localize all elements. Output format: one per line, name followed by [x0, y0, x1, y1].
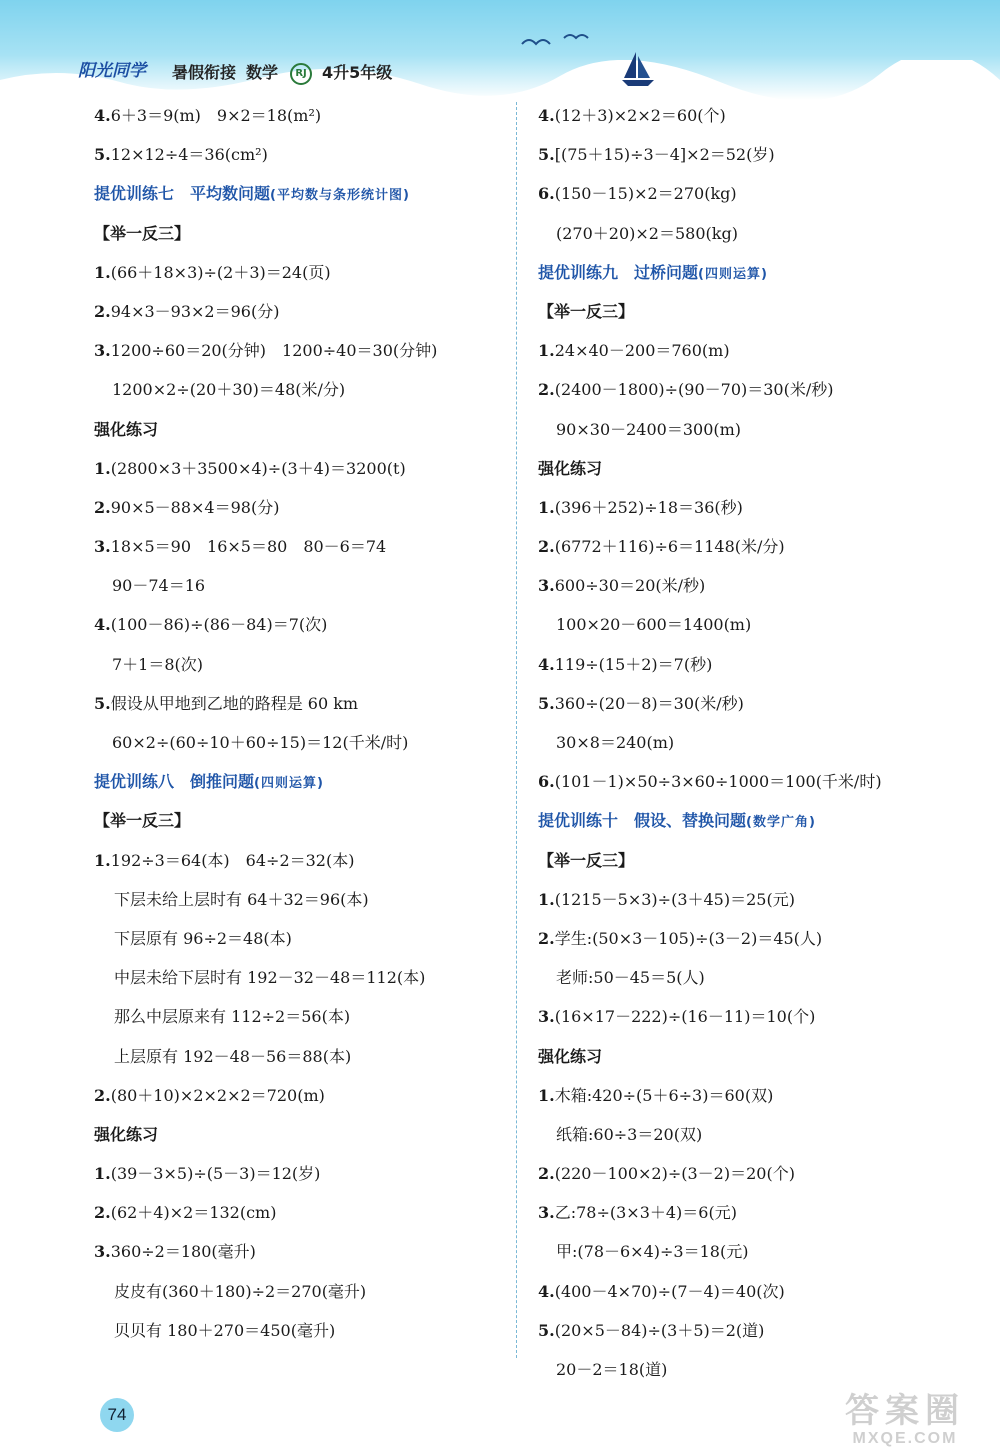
subsection-label: 强化练习 — [94, 419, 159, 439]
answer-line: 下层未给上层时有 64＋32＝96(本) — [114, 889, 369, 909]
answer-line: 1.(39－3×5)÷(5－3)＝12(岁) — [94, 1164, 321, 1184]
answer-line: 2.(6772＋116)÷6＝1148(米/分) — [538, 537, 785, 557]
answer-line: 3.360÷2＝180(毫升) — [94, 1242, 256, 1262]
answer-line: 3.600÷30＝20(米/秒) — [538, 576, 706, 596]
answer-line: 4.(12＋3)×2×2＝60(个) — [538, 106, 726, 125]
answer-line: 纸箱:60÷3＝20(双) — [556, 1124, 703, 1144]
book-name: 暑假衔接 — [172, 63, 237, 82]
answer-line: 1.192÷3＝64(本) 64÷2＝32(本) — [94, 850, 355, 870]
section-heading-7: 提优训练七 平均数问题(平均数与条形统计图) — [94, 184, 410, 204]
answer-line: 90－74＝16 — [112, 576, 206, 596]
answer-line: 1.(66＋18×3)÷(2＋3)＝24(页) — [94, 262, 331, 282]
answer-line: 2.94×3－93×2＝96(分) — [94, 301, 280, 321]
answer-line: 100×20－600＝1400(m) — [556, 615, 752, 635]
page-number: 74 — [100, 1398, 134, 1432]
answer-line: 4.6＋3＝9(m) 9×2＝18(m²) — [94, 106, 322, 125]
subsection-label: 强化练习 — [94, 1124, 159, 1144]
right-column — [538, 96, 978, 1389]
answer-line: 4.119÷(15＋2)＝7(秒) — [538, 654, 713, 674]
answer-line: 2.学生:(50×3－105)÷(3－2)＝45(人) — [538, 928, 823, 948]
answer-line: 7＋1＝8(次) — [112, 654, 204, 674]
section-heading-9: 提优训练九 过桥问题(四则运算) — [538, 262, 768, 282]
answer-line: 1.(1215－5×3)÷(3＋45)＝25(元) — [538, 889, 795, 909]
watermark-url: MXQE.COM — [852, 1430, 958, 1447]
edition-badge: RJ — [290, 63, 312, 85]
answer-line: 2.(62＋4)×2＝132(cm) — [94, 1203, 277, 1223]
answer-line: 甲:(78－6×4)÷3＝18(元) — [556, 1242, 749, 1262]
answer-line: 5.[(75＋15)÷3－4]×2＝52(岁) — [538, 145, 775, 165]
answer-line: 那么中层原来有 112÷2＝56(本) — [114, 1007, 351, 1027]
answer-line: 90×30－2400＝300(m) — [556, 419, 742, 439]
sailboat-icon — [618, 50, 658, 90]
grade-label: 4升5年级 — [322, 63, 393, 82]
answer-line: 2.(80＋10)×2×2×2＝720(m) — [94, 1085, 325, 1105]
answer-line: 1.(396＋252)÷18＝36(秒) — [538, 497, 743, 517]
left-column — [94, 96, 504, 1350]
subsection-label: 强化练习 — [538, 458, 603, 478]
page-header — [0, 0, 1000, 100]
subsection-label: 强化练习 — [538, 1046, 603, 1066]
watermark-logo — [820, 1392, 990, 1448]
brand-logo: 阳光同学 — [78, 61, 146, 81]
subsection-label: 【举一反三】 — [538, 301, 635, 321]
answer-line: 4.(100－86)÷(86－84)＝7(次) — [94, 615, 328, 635]
answer-line: 5.假设从甲地到乙地的路程是 60 km — [94, 693, 359, 713]
answer-line: 皮皮有(360＋180)÷2＝270(毫升) — [114, 1281, 367, 1301]
answer-line: 30×8＝240(m) — [556, 733, 675, 752]
answer-line: 60×2÷(60÷10＋60÷15)＝12(千米/时) — [112, 733, 409, 752]
answer-line: 1.24×40－200＝760(m) — [538, 341, 730, 361]
answer-line: 5.360÷(20－8)＝30(米/秒) — [538, 693, 744, 713]
answer-line: 中层未给下层时有 192－32－48＝112(本) — [114, 968, 426, 988]
answer-line: 1.木箱:420÷(5＋6÷3)＝60(双) — [538, 1085, 774, 1105]
answer-line: (270＋20)×2＝580(kg) — [556, 223, 738, 243]
column-divider — [516, 102, 517, 1358]
answer-line: 下层原有 96÷2＝48(本) — [114, 928, 292, 948]
answer-line: 2.(2400－1800)÷(90－70)＝30(米/秒) — [538, 380, 834, 400]
subject-label: 数学 — [246, 63, 279, 82]
subsection-label: 【举一反三】 — [94, 223, 191, 243]
answer-line: 3.18×5＝90 16×5＝80 80－6＝74 — [94, 537, 387, 557]
answer-line: 3.乙:78÷(3×3＋4)＝6(元) — [538, 1203, 737, 1223]
watermark-text: 答案圈 — [845, 1392, 965, 1430]
answer-line: 3.1200÷60＝20(分钟) 1200÷40＝30(分钟) — [94, 341, 438, 361]
answer-line: 4.(400－4×70)÷(7－4)＝40(次) — [538, 1281, 785, 1301]
answer-line: 3.(16×17－222)÷(16－11)＝10(个) — [538, 1007, 816, 1027]
answer-line: 6.(101－1)×50÷3×60÷1000＝100(千米/时) — [538, 772, 882, 792]
answer-line: 2.90×5－88×4＝98(分) — [94, 497, 280, 517]
answer-line: 5.(20×5－84)÷(3＋5)＝2(道) — [538, 1320, 765, 1340]
subsection-label: 【举一反三】 — [538, 850, 635, 870]
answer-line: 贝贝有 180＋270＝450(毫升) — [114, 1320, 336, 1340]
answer-line: 5.12×12÷4＝36(cm²) — [94, 145, 268, 165]
answer-line: 1200×2÷(20＋30)＝48(米/分) — [112, 380, 346, 400]
answer-line: 20－2＝18(道) — [556, 1360, 668, 1379]
birds-icon — [520, 30, 590, 60]
answer-line: 6.(150－15)×2＝270(kg) — [538, 184, 737, 204]
answer-line: 2.(220－100×2)÷(3－2)＝20(个) — [538, 1164, 795, 1184]
wave-decoration — [0, 60, 1000, 100]
subsection-label: 【举一反三】 — [94, 811, 191, 831]
section-heading-10: 提优训练十 假设、替换问题(数学广角) — [538, 811, 816, 831]
section-heading-8: 提优训练八 倒推问题(四则运算) — [94, 772, 324, 792]
answer-line: 1.(2800×3＋3500×4)÷(3＋4)＝3200(t) — [94, 458, 406, 478]
answer-line: 老师:50－45＝5(人) — [556, 968, 705, 988]
book-title — [172, 60, 402, 85]
answer-line: 上层原有 192－48－56＝88(本) — [114, 1046, 352, 1066]
